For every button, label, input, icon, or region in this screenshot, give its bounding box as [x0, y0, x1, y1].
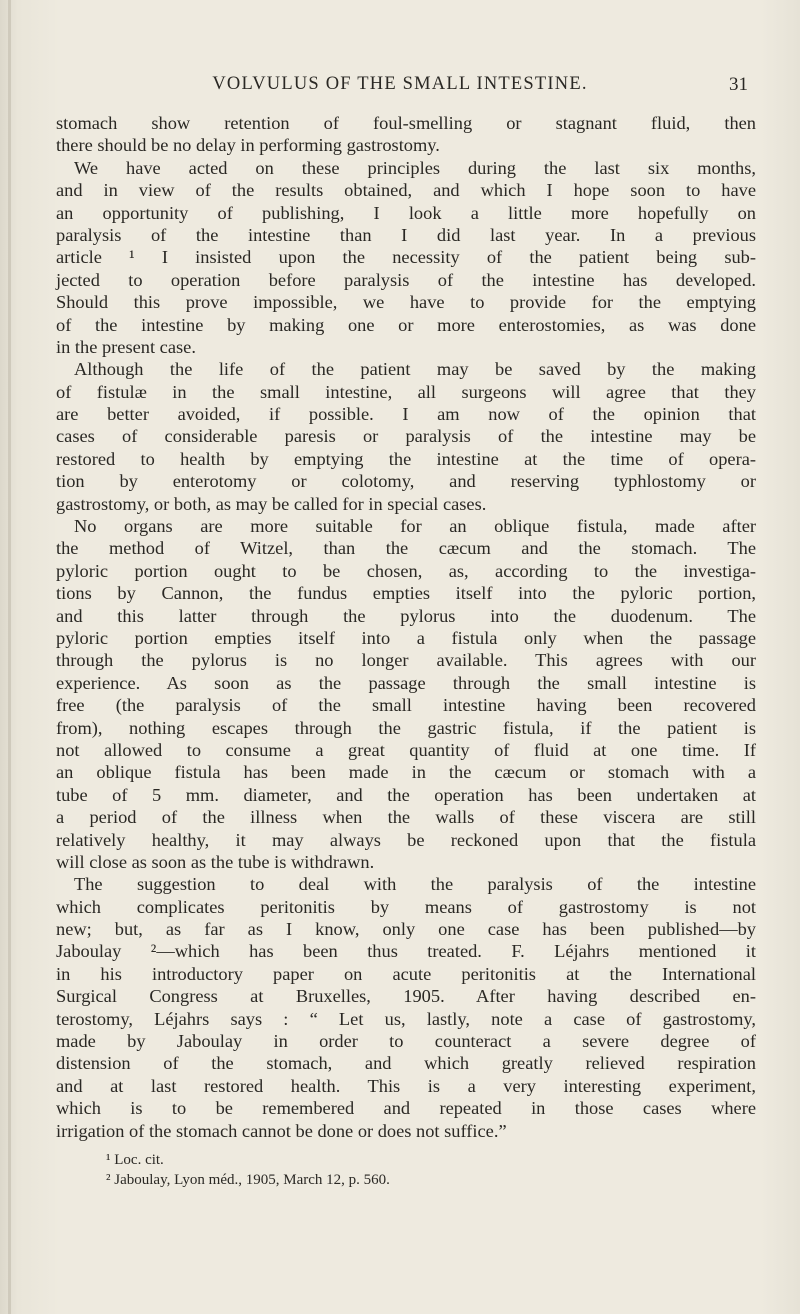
text-line: paralysis of the intestine than I did last year. In a previous	[56, 224, 756, 245]
text-line: article ¹ I insisted upon the necessity of the patient being sub-	[56, 247, 756, 268]
text-line: made by Jaboulay in order to counteract a severe degree of	[56, 1031, 756, 1052]
text-line: pyloric portion empties itself into a fistula only when the passage	[56, 627, 756, 648]
text-line: restored to health by emptying the intestine at the time of opera-	[56, 448, 756, 469]
text-line: Should this prove impossible, we have to provide for the emptying	[56, 292, 756, 313]
text-line: not allowed to consume a great quantity of fluid at one time. If	[56, 739, 756, 760]
text-line: Although the life of the patient may be saved by the making	[74, 359, 756, 380]
text-line: We have acted on these principles during the last six months,	[74, 157, 756, 178]
text-line: tion by enterotomy or colotomy, and reserving typhlostomy or	[56, 471, 756, 492]
text-line: in the present case.	[56, 336, 196, 357]
text-line: irrigation of the stomach cannot be done or does not suffice.”	[56, 1120, 507, 1141]
text-line: free (the paralysis of the small intestine having been recovered	[56, 695, 756, 716]
footnote-spacer	[56, 1142, 756, 1150]
text-line: No organs are more suitable for an oblique fistula, made after	[74, 516, 756, 537]
text-line: relatively healthy, it may always be reckoned upon that the fistula	[56, 829, 756, 850]
text-line: in his introductory paper on acute peritonitis at the International	[56, 963, 756, 984]
text-line: are better avoided, if possible. I am now of the opinion that	[56, 404, 756, 425]
text-line: experience. As soon as the passage through the small intestine is	[56, 672, 756, 693]
text-line: and at last restored health. This is a very interesting experiment,	[56, 1075, 756, 1096]
page-number: 31	[729, 74, 748, 95]
running-title: VOLVULUS OF THE SMALL INTESTINE.	[212, 74, 588, 94]
text-line: tube of 5 mm. diameter, and the operation has been undertaken at	[56, 784, 756, 805]
text-line: will close as soon as the tube is withdrawn.	[56, 851, 375, 872]
text-line: Jaboulay ²—which has been thus treated. F. Léjahrs mentioned it	[56, 941, 756, 962]
body-text	[56, 112, 756, 1190]
text-line: an opportunity of publishing, I look a little more hopefully on	[56, 202, 756, 223]
text-line: jected to operation before paralysis of the intestine has developed.	[56, 269, 756, 290]
running-head	[100, 74, 760, 100]
text-line: distension of the stomach, and which greatly relieved respiration	[56, 1053, 756, 1074]
text-line: there should be no delay in performing gastrostomy.	[56, 135, 440, 156]
text-line: Surgical Congress at Bruxelles, 1905. After having described en-	[56, 986, 756, 1007]
text-line: tions by Cannon, the fundus empties itself into the pyloric portion,	[56, 583, 756, 604]
text-line: stomach show retention of foul-smelling or stagnant fluid, then	[56, 113, 756, 133]
text-line: a period of the illness when the walls of these viscera are still	[56, 807, 756, 828]
text-line: gastrostomy, or both, as may be called for in special cases.	[56, 493, 487, 514]
text-line: the method of Witzel, than the cæcum and the stomach. The	[56, 538, 756, 559]
text-line: and in view of the results obtained, and which I hope soon to have	[56, 180, 756, 201]
footnote: ² Jaboulay, Lyon méd., 1905, March 12, p. 560.	[106, 1171, 390, 1188]
text-line: of fistulæ in the small intestine, all surgeons will agree that they	[56, 381, 756, 402]
text-line: terostomy, Léjahrs says : “ Let us, lastly, note a case of gastrostomy,	[56, 1008, 756, 1029]
text-line: an oblique fistula has been made in the cæcum or stomach with a	[56, 762, 756, 783]
text-line: from), nothing escapes through the gastric fistula, if the patient is	[56, 717, 756, 738]
text-line: The suggestion to deal with the paralysis of the intestine	[74, 874, 756, 895]
text-line: and this latter through the pylorus into the duodenum. The	[56, 605, 756, 626]
text-line: pyloric portion ought to be chosen, as, according to the investiga-	[56, 560, 756, 581]
page-gutter-shadow	[8, 0, 11, 1314]
text-line: which complicates peritonitis by means of gastrostomy is not	[56, 896, 756, 917]
text-line: cases of considerable paresis or paralysis of the intestine may be	[56, 426, 756, 447]
text-line: of the intestine by making one or more enterostomies, as was done	[56, 314, 756, 335]
footnote: ¹ Loc. cit.	[106, 1151, 164, 1168]
text-line: new; but, as far as I know, only one case has been published—by	[56, 919, 756, 940]
text-line: through the pylorus is no longer available. This agrees with our	[56, 650, 756, 671]
text-line: which is to be remembered and repeated in those cases where	[56, 1098, 756, 1119]
